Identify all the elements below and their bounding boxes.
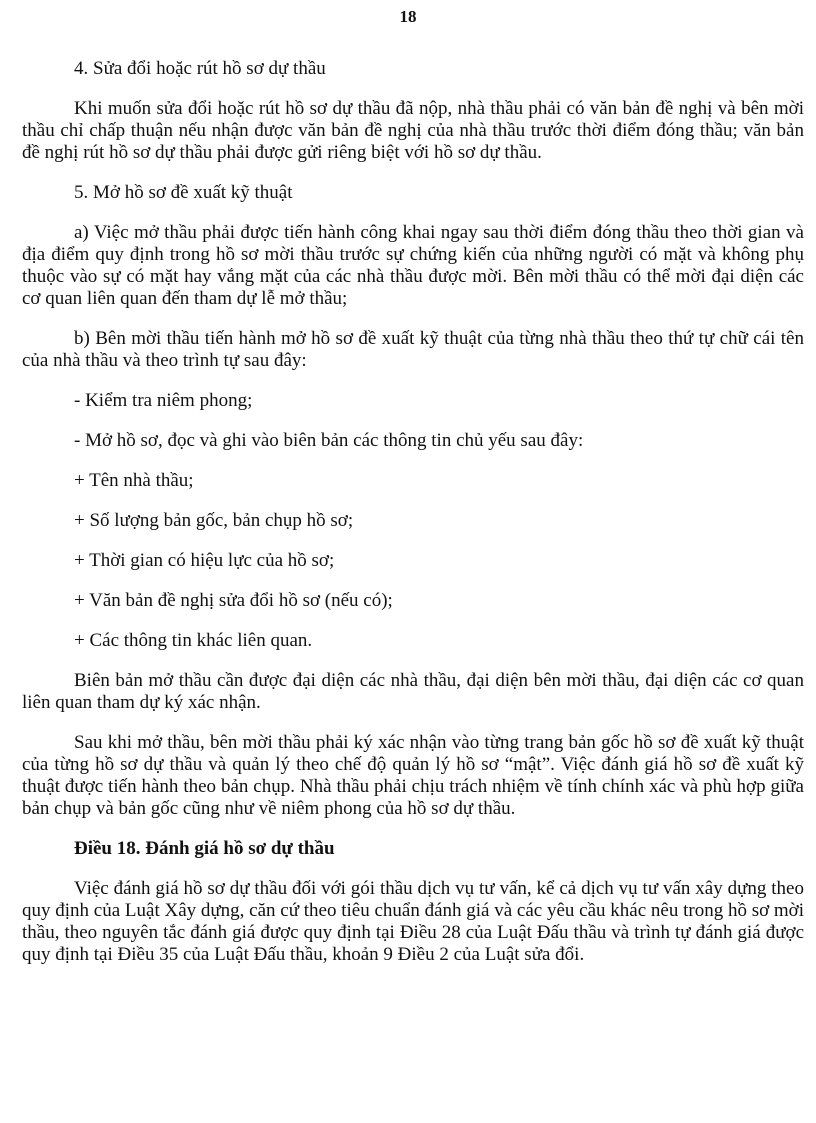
list-item: + Văn bản đề nghị sửa đổi hồ sơ (nếu có); (74, 590, 393, 611)
page-number: 18 (399, 7, 417, 26)
section-4-paragraph: Khi muốn sửa đổi hoặc rút hồ sơ dự thầu đã nộp, nhà thầu phải có văn bản đề nghị và bên mời thầu chỉ chấp thuận nếu nhận được văn bản đề nghị của nhà thầu trước thời điểm đóng thầu; văn bản đề nghị rút hồ sơ dự thầu phải được gửi riêng biệt với hồ sơ dự thầu. (22, 98, 804, 163)
list-item: + Thời gian có hiệu lực của hồ sơ; (74, 550, 335, 571)
section-5-paragraph-a: a) Việc mở thầu phải được tiến hành công khai ngay sau thời điểm đóng thầu theo thời gian và địa điểm quy định trong hồ sơ mời thầu trước sự chứng kiến của những người có mặt và không phụ thuộc vào sự có mặt hay vắng mặt của các nhà thầu được mời. Bên mời thầu có thể mời đại diện các cơ quan liên quan đến tham dự lễ mở thầu; (22, 222, 804, 309)
section-4-heading: 4. Sửa đổi hoặc rút hồ sơ dự thầu (74, 58, 326, 79)
section-5-heading: 5. Mở hồ sơ đề xuất kỹ thuật (74, 182, 293, 203)
section-5-minutes-paragraph: Biên bản mở thầu cần được đại diện các nhà thầu, đại diện bên mời thầu, đại diện các cơ quan liên quan tham dự ký xác nhận. (22, 670, 804, 713)
list-item: + Tên nhà thầu; (74, 470, 194, 491)
section-5-after-opening-paragraph: Sau khi mở thầu, bên mời thầu phải ký xác nhận vào từng trang bản gốc hồ sơ đề xuất kỹ thuật của từng hồ sơ dự thầu và quản lý theo chế độ quản lý hồ sơ “mật”. Việc đánh giá hồ sơ đề xuất kỹ thuật được tiến hành theo bản chụp. Nhà thầu phải chịu trách nhiệm về tính chính xác và phù hợp giữa bản chụp và bản gốc cũng như về niêm phong của hồ sơ dự thầu. (22, 732, 804, 819)
page-content (22, 58, 804, 966)
article-18-heading: Điều 18. Đánh giá hồ sơ dự thầu (74, 838, 335, 859)
list-item: - Mở hồ sơ, đọc và ghi vào biên bản các thông tin chủ yếu sau đây: (74, 430, 584, 451)
list-item: + Số lượng bản gốc, bản chụp hồ sơ; (74, 510, 354, 531)
section-5-paragraph-b: b) Bên mời thầu tiến hành mở hồ sơ đề xuất kỹ thuật của từng nhà thầu theo thứ tự chữ cái tên của nhà thầu và theo trình tự sau đây: (22, 328, 804, 371)
list-item: + Các thông tin khác liên quan. (74, 630, 313, 651)
list-item: - Kiểm tra niêm phong; (74, 390, 253, 411)
article-18-paragraph: Việc đánh giá hồ sơ dự thầu đối với gói thầu dịch vụ tư vấn, kể cả dịch vụ tư vấn xây dựng theo quy định của Luật Xây dựng, căn cứ theo tiêu chuẩn đánh giá và các yêu cầu khác nêu trong hồ sơ mời thầu, theo nguyên tắc đánh giá được quy định tại Điều 28 của Luật Đấu thầu và trình tự đánh giá được quy định tại Điều 35 của Luật Đấu thầu, khoản 9 Điều 2 của Luật sửa đổi. (22, 878, 804, 965)
